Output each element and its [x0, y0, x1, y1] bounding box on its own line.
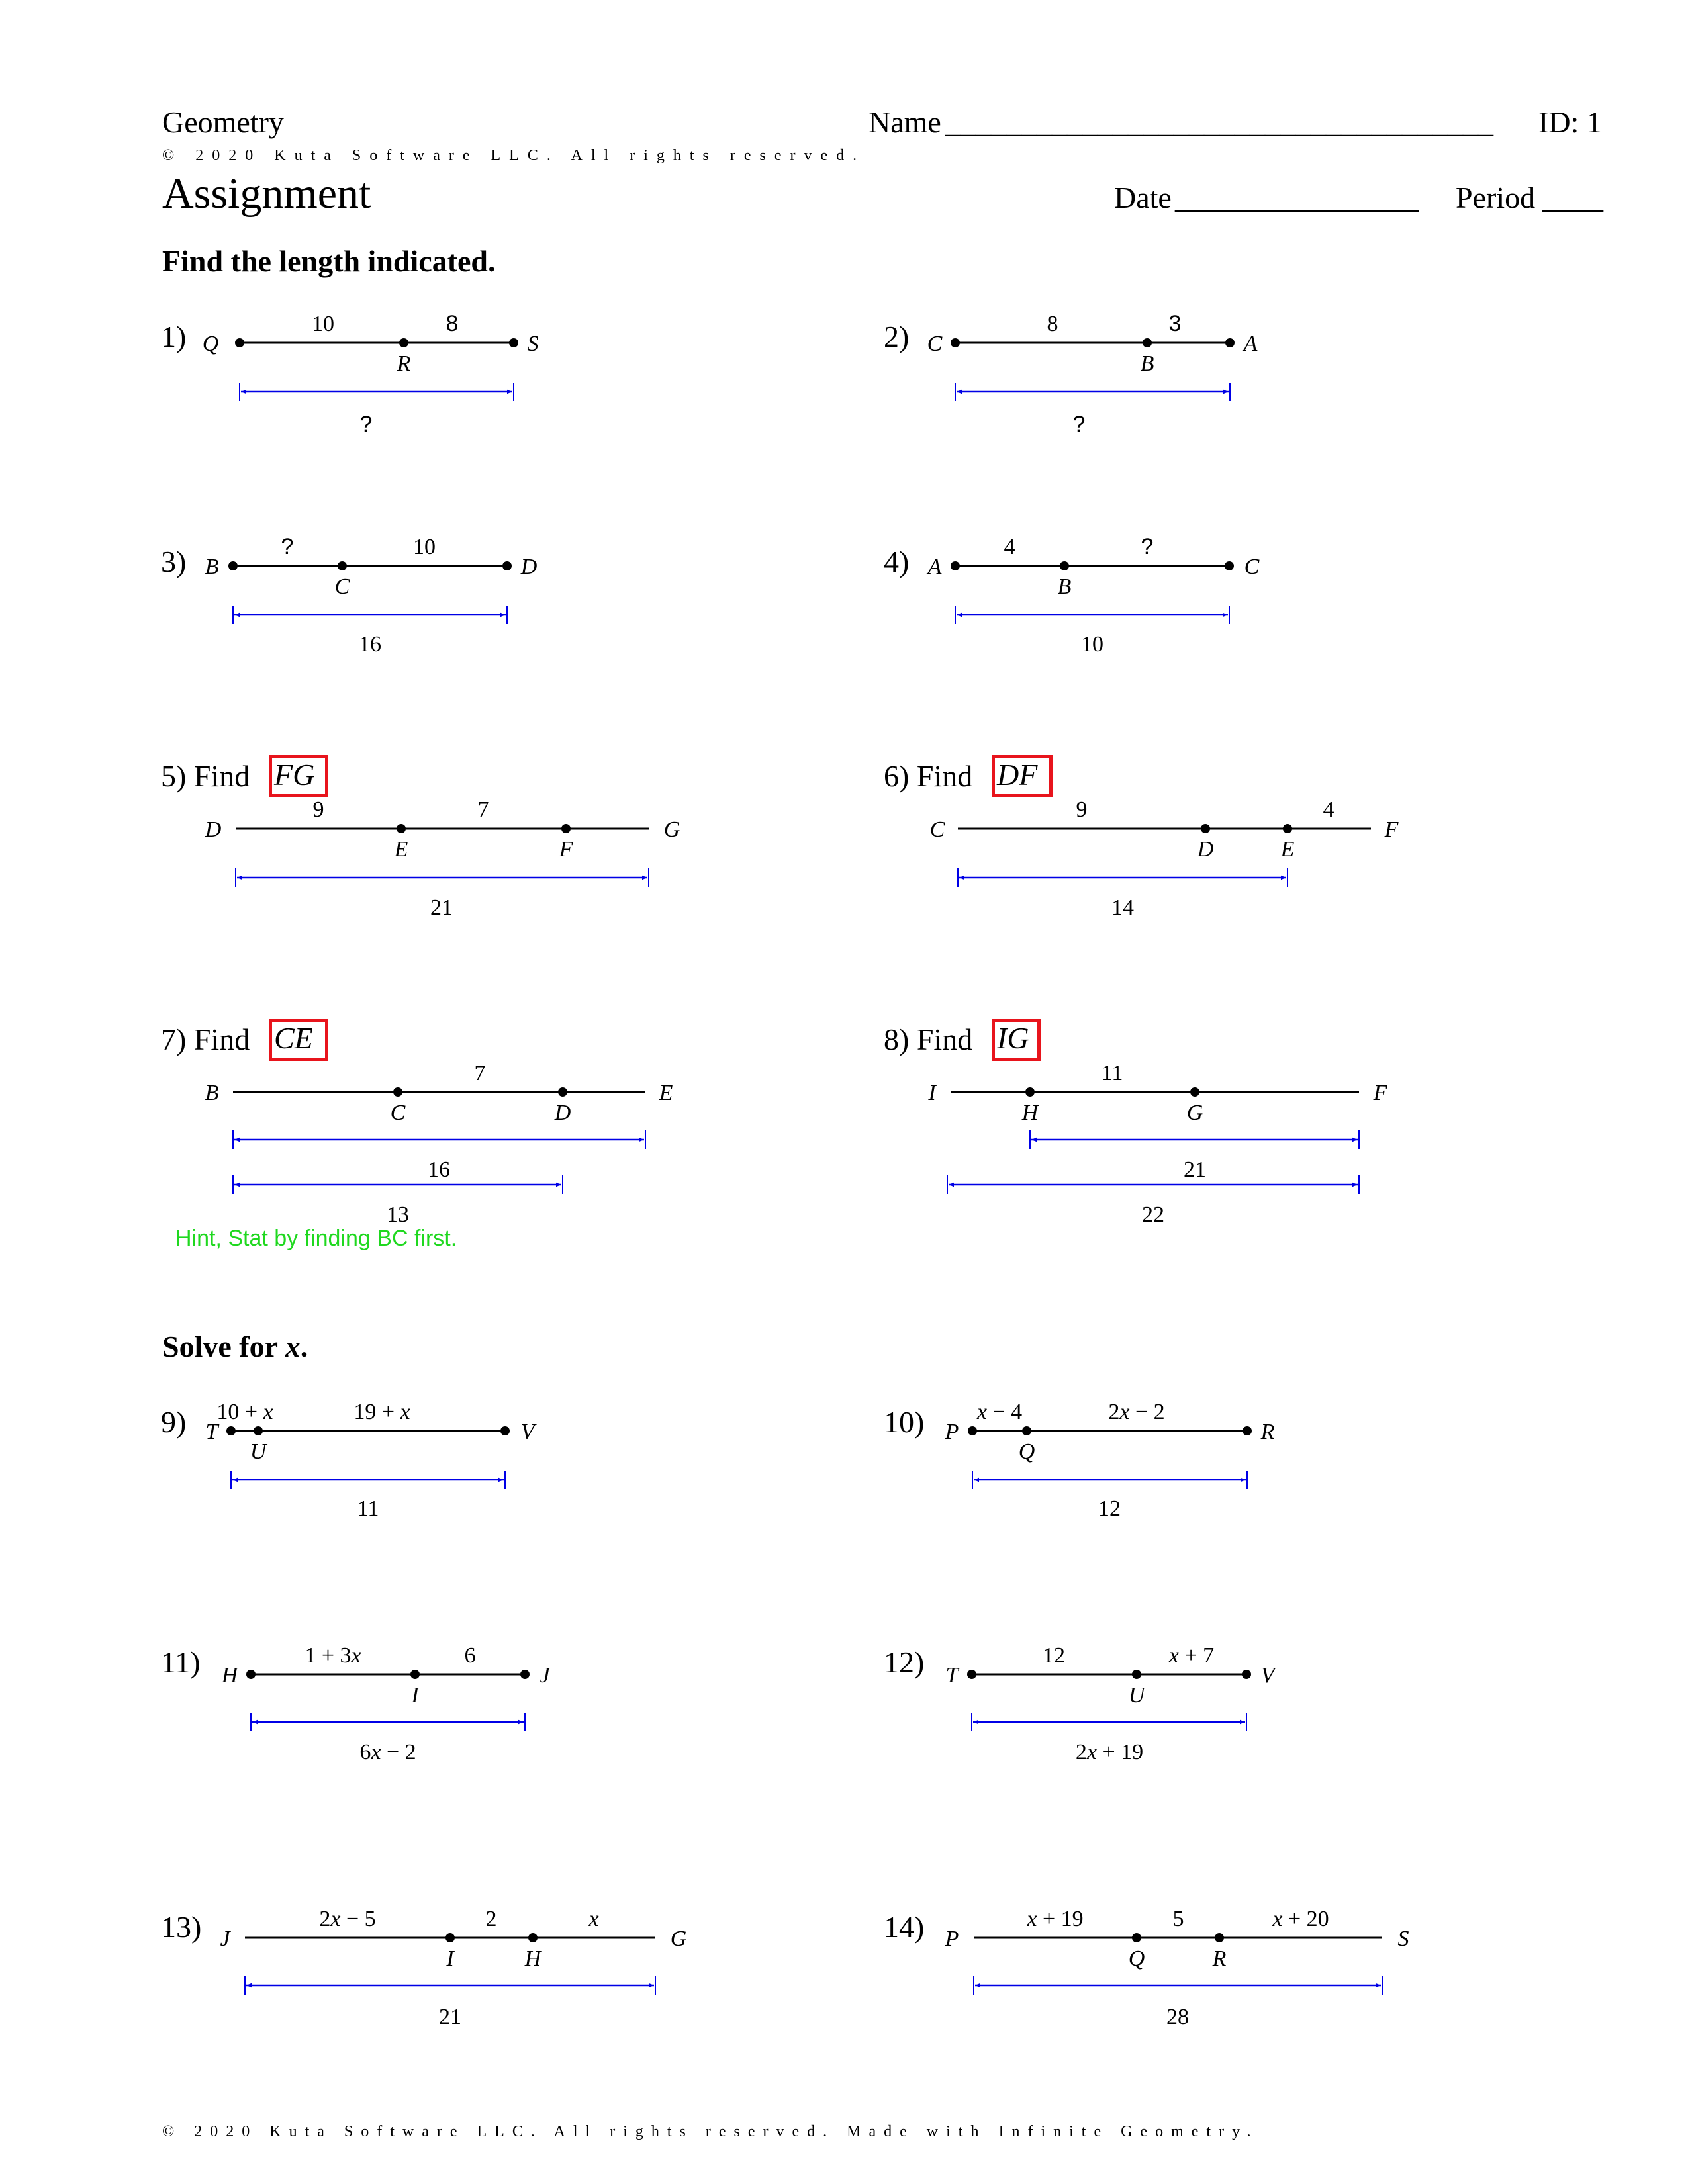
problem-8-point-h-label: H [1021, 1101, 1039, 1125]
problem-1-segment-2-label: 8 [445, 311, 459, 336]
problem-11-number: 11) [161, 1645, 201, 1679]
problem-7-point-e-label: E [659, 1081, 673, 1105]
problem-13-point-i-label: I [446, 1946, 454, 1971]
problem-2-point-b-label: B [1140, 351, 1154, 376]
problem-14-number: 14) [884, 1910, 925, 1944]
problem-10-point-r-dot [1243, 1426, 1252, 1435]
problem-13-segment-1-label: 2x − 5 [319, 1907, 376, 1931]
date-label: Date [1114, 181, 1172, 214]
header-copyright: © 2020 Kuta Software LLC. All rights reserved. [162, 147, 866, 164]
problem-14-point-p-label: P [945, 1927, 959, 1951]
problem-9-point-u-dot [254, 1426, 263, 1435]
problem-4-point-c-label: C [1244, 555, 1260, 579]
problem-14-point-q-dot [1132, 1933, 1141, 1942]
problem-12-measure-1-label: 2x + 19 [1075, 1740, 1144, 1764]
problem-3-segment-1-label: ? [281, 534, 294, 559]
problem-1-point-s-dot [509, 338, 518, 347]
period-label: Period [1456, 181, 1536, 214]
problem-10-number: 10) [884, 1405, 925, 1439]
problem-5-point-e-label: E [394, 837, 408, 862]
problem-8-number: 8) [884, 1023, 910, 1056]
problem-1-segment-1-label: 10 [312, 312, 334, 336]
problem-8-point-g-dot [1190, 1087, 1199, 1097]
problem-8-point-i-label: I [928, 1081, 936, 1105]
problem-8-point-g-label: G [1186, 1101, 1203, 1125]
problem-5-point-g-label: G [663, 817, 680, 842]
problem-1-point-r-label: R [397, 351, 411, 376]
problem-5-measure-1-label: 21 [430, 895, 453, 920]
problem-3-point-c-label: C [334, 574, 350, 599]
problem-9-measure-1-label: 11 [357, 1496, 379, 1521]
problem-6-point-f-label: F [1384, 817, 1399, 842]
subject-label: Geometry [162, 105, 284, 139]
problem-10-measure-1-label: 12 [1098, 1496, 1121, 1521]
problem-10-point-p-label: P [945, 1420, 959, 1444]
problem-7-measure-2-label: 13 [387, 1203, 409, 1227]
problem-7-point-d-label: D [554, 1101, 571, 1125]
problem-9-number: 9) [161, 1405, 187, 1439]
problem-5-point-e-dot [397, 824, 406, 833]
problem-10-point-q-dot [1022, 1426, 1031, 1435]
problem-12-point-v-label: V [1260, 1663, 1275, 1688]
problem-12-point-t-dot [967, 1670, 976, 1679]
problem-5-point-f-dot [561, 824, 571, 833]
problem-5-point-d-label: D [205, 817, 222, 842]
problem-13-point-h-label: H [524, 1946, 541, 1971]
problem-7-find-target: CE [274, 1021, 313, 1055]
problem-4-segment-1-label: 4 [1004, 535, 1015, 559]
problem-14-measure-1-label: 28 [1166, 2005, 1189, 2029]
problem-13-measure-1-label: 21 [439, 2005, 461, 2029]
problem-3-number: 3) [161, 545, 187, 578]
problem-7-measure-1-label: 16 [428, 1158, 450, 1182]
problem-11-segment-1-label: 1 + 3x [305, 1643, 361, 1668]
problem-13-point-h-dot [528, 1933, 538, 1942]
problem-13-number: 13) [161, 1910, 202, 1944]
problem-6-measure-1-label: 14 [1111, 895, 1134, 920]
problem-7-number: 7) [161, 1023, 187, 1056]
problem-13-point-j-label: J [220, 1927, 230, 1951]
problem-10-point-p-dot [968, 1426, 977, 1435]
problem-2-segment-1-label: 8 [1047, 312, 1058, 336]
problem-8-measure-1-label: 21 [1184, 1158, 1206, 1182]
problem-4-point-b-label: B [1057, 574, 1072, 599]
problem-13-point-g-label: G [670, 1927, 687, 1951]
problem-11-point-j-dot [520, 1670, 530, 1679]
id-label: ID: 1 [1538, 105, 1602, 139]
problem-14-segment-1-label: x + 19 [1027, 1907, 1084, 1931]
section-find-length: Find the length indicated. [162, 244, 496, 278]
problem-4-point-a-label: A [927, 555, 942, 579]
problem-8-measure-2-label: 22 [1142, 1203, 1164, 1227]
problem-5-number: 5) [161, 759, 187, 793]
problem-1-number: 1) [161, 320, 187, 353]
problem-4-point-b-dot [1060, 561, 1069, 570]
problem-12-point-v-dot [1242, 1670, 1251, 1679]
problem-5-segment-2-label: 7 [477, 797, 489, 822]
problem-2-point-c-label: C [927, 332, 943, 356]
problem-6-number: 6) [884, 759, 910, 793]
problem-13-segment-2-label: 2 [485, 1907, 497, 1931]
problem-14-point-s-label: S [1397, 1927, 1409, 1951]
problem-12-point-t-label: T [945, 1663, 959, 1688]
problem-14-point-q-label: Q [1128, 1946, 1145, 1971]
problem-14-segment-2-label: 5 [1172, 1907, 1184, 1931]
date-line: ________________ [1175, 181, 1419, 214]
problem-9-point-v-dot [500, 1426, 510, 1435]
problem-9-point-v-label: V [520, 1420, 535, 1444]
problem-6-segment-1-label: 9 [1076, 797, 1088, 822]
problem-3-point-c-dot [338, 561, 347, 570]
problem-3-point-d-label: D [520, 555, 538, 579]
problem-7-point-c-dot [393, 1087, 402, 1097]
solve-prefix: Solve for [162, 1330, 285, 1363]
problem-7-find-word: Find [193, 1023, 250, 1056]
problem-7-hint: Hint, Stat by finding BC first. [175, 1226, 457, 1251]
problem-9-point-u-label: U [250, 1439, 267, 1464]
problem-6-point-c-label: C [929, 817, 945, 842]
solve-suffix: . [300, 1330, 308, 1363]
problem-10-segment-1-label: x − 4 [976, 1400, 1023, 1424]
problem-2-point-a-dot [1225, 338, 1235, 347]
problem-9-point-t-dot [226, 1426, 236, 1435]
problem-10-segment-2-label: 2x − 2 [1108, 1400, 1165, 1424]
problem-4-number: 4) [884, 545, 910, 578]
problem-2-point-a-label: A [1243, 332, 1258, 356]
problem-12-segment-1-label: 12 [1043, 1643, 1065, 1668]
problem-4-measure-1-label: 10 [1081, 632, 1103, 657]
problem-3-point-b-dot [228, 561, 238, 570]
problem-7-point-b-label: B [205, 1081, 219, 1105]
problem-13-point-i-dot [445, 1933, 455, 1942]
problem-1-point-q-label: Q [202, 332, 219, 356]
name-label: Name [868, 105, 941, 139]
problem-1-point-s-label: S [527, 332, 539, 356]
problem-8-find-word: Find [916, 1023, 973, 1056]
problem-4-point-a-dot [951, 561, 960, 570]
problem-11-segment-2-label: 6 [464, 1643, 476, 1668]
problem-9-point-t-label: T [205, 1420, 218, 1444]
problem-2-number: 2) [884, 320, 910, 353]
problem-10-point-r-label: R [1260, 1420, 1275, 1444]
problem-6-point-e-dot [1283, 824, 1292, 833]
problem-6-find-word: Find [916, 759, 973, 793]
problem-5-find-target: FG [274, 758, 315, 792]
problem-6-point-e-label: E [1280, 837, 1295, 862]
problem-14-point-r-label: R [1212, 1946, 1227, 1971]
problem-12-number: 12) [884, 1645, 925, 1679]
problem-9-segment-2-label: 19 + x [353, 1400, 410, 1424]
problem-3-point-d-dot [502, 561, 512, 570]
problem-2-segment-2-label: 3 [1168, 311, 1182, 336]
problem-8-point-h-dot [1025, 1087, 1035, 1097]
problem-5-find-word: Find [193, 759, 250, 793]
problem-8-find-target: IG [997, 1021, 1029, 1055]
period-line: ____ [1542, 181, 1603, 214]
problem-8-segment-1-label: 11 [1101, 1061, 1123, 1085]
problem-6-point-d-dot [1201, 824, 1210, 833]
problem-6-point-d-label: D [1197, 837, 1214, 862]
problem-2-measure-1-label: ? [1072, 412, 1086, 437]
problem-7-segment-1-label: 7 [474, 1061, 486, 1085]
problem-7-point-c-label: C [390, 1101, 406, 1125]
problem-11-point-i-dot [410, 1670, 420, 1679]
name-line: ____________________________________ [945, 105, 1493, 139]
problem-14-segment-3-label: x + 20 [1272, 1907, 1329, 1931]
problem-12-segment-2-label: x + 7 [1168, 1643, 1215, 1668]
problem-11-point-h-label: H [221, 1663, 238, 1688]
problem-3-measure-1-label: 16 [359, 632, 381, 657]
problem-11-point-h-dot [246, 1670, 256, 1679]
problem-5-segment-1-label: 9 [312, 797, 324, 822]
problem-11-measure-1-label: 6x − 2 [359, 1740, 416, 1764]
page-title: Assignment [162, 169, 371, 218]
problem-5-point-f-label: F [559, 837, 573, 862]
problem-1-point-r-dot [399, 338, 408, 347]
problem-4-point-c-dot [1225, 561, 1234, 570]
problem-14-point-r-dot [1215, 1933, 1224, 1942]
problem-12-point-u-dot [1132, 1670, 1141, 1679]
problem-12-point-u-label: U [1128, 1683, 1145, 1707]
problem-6-segment-2-label: 4 [1323, 797, 1335, 822]
problem-3-point-b-label: B [205, 555, 219, 579]
problem-4-segment-2-label: ? [1141, 534, 1154, 559]
problem-3-segment-2-label: 10 [413, 535, 436, 559]
problem-1-measure-1-label: ? [359, 412, 373, 437]
problem-9-segment-1-label: 10 + x [216, 1400, 273, 1424]
problem-13-segment-3-label: x [588, 1907, 599, 1931]
problem-10-point-q-label: Q [1018, 1439, 1035, 1464]
problem-2-point-b-dot [1143, 338, 1152, 347]
problem-7-point-d-dot [558, 1087, 567, 1097]
problem-11-point-j-label: J [539, 1663, 550, 1688]
problem-8-point-f-label: F [1373, 1081, 1387, 1105]
footer-copyright: © 2020 Kuta Software LLC. All rights reserved. Made with Infinite Geometry. [162, 2123, 1259, 2140]
problem-6-find-target: DF [997, 758, 1038, 792]
solve-variable: x [285, 1330, 301, 1363]
problem-2-point-c-dot [951, 338, 960, 347]
problem-11-point-i-label: I [411, 1683, 419, 1707]
problem-1-point-q-dot [235, 338, 244, 347]
